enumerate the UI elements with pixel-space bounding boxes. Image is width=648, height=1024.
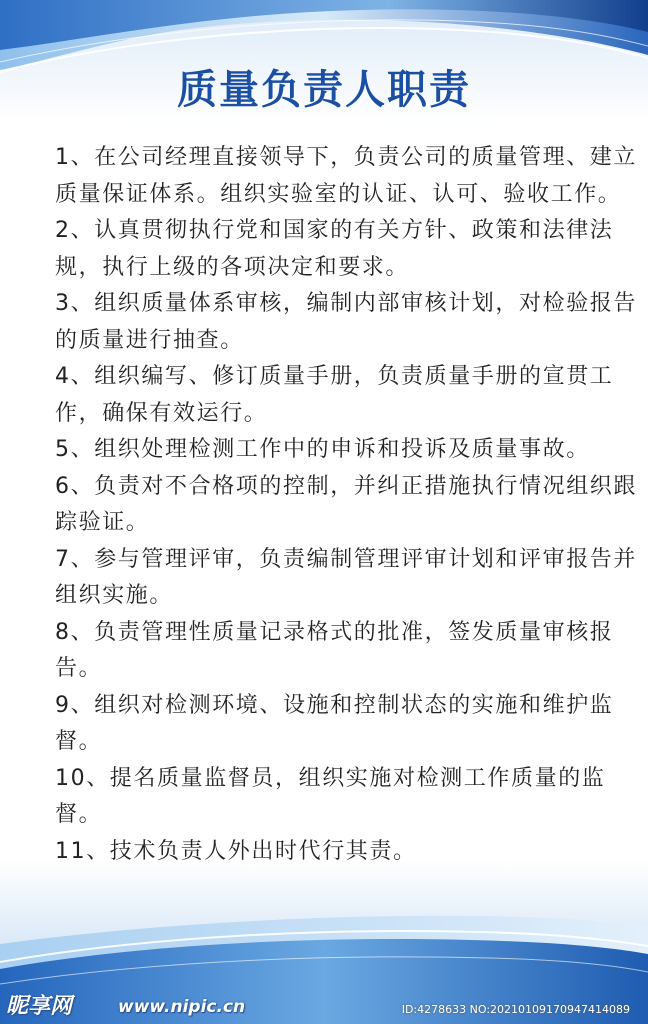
duty-item-5: 5、组织处理检测工作中的申诉和投诉及质量事故。 [55, 437, 590, 462]
duty-list [55, 140, 637, 870]
duty-item-10: 10、提名质量监督员，组织实施对检测工作质量的监督。 [55, 765, 606, 827]
duty-item-4: 4、组织编写、修订质量手册，负责质量手册的宣贯工作，确保有效运行。 [55, 364, 614, 426]
bottom-wave-decoration [0, 874, 648, 1024]
duty-item-9: 9、组织对检测环境、设施和控制状态的实施和维护监督。 [55, 692, 614, 754]
watermark-id: ID:4278633 NO:20210109170947414089 [401, 1003, 630, 1016]
watermark-url: www.nipic.cn [118, 997, 246, 1017]
page-title: 质量负责人职责 [177, 67, 471, 113]
duty-item-8: 8、负责管理性质量记录格式的批准，签发质量审核报告。 [55, 619, 614, 681]
duty-item-6: 6、负责对不合格项的控制，并纠正措施执行情况组织跟踪验证。 [55, 473, 637, 535]
duty-item-3: 3、组织质量体系审核，编制内部审核计划，对检验报告的质量进行抽查。 [55, 291, 637, 353]
duty-item-1: 1、在公司经理直接领导下，负责公司的质量管理、建立质量保证体系。组织实验室的认证、认可、验收工作。 [55, 145, 637, 207]
duty-item-2: 2、认真贯彻执行党和国家的有关方针、政策和法律法规，执行上级的各项决定和要求。 [55, 218, 614, 280]
watermark-brand: 昵享网 [6, 994, 73, 1019]
duty-item-7: 7、参与管理评审，负责编制管理评审计划和评审报告并组织实施。 [55, 546, 637, 608]
duty-item-11: 11、技术负责人外出时代行其责。 [55, 838, 417, 864]
